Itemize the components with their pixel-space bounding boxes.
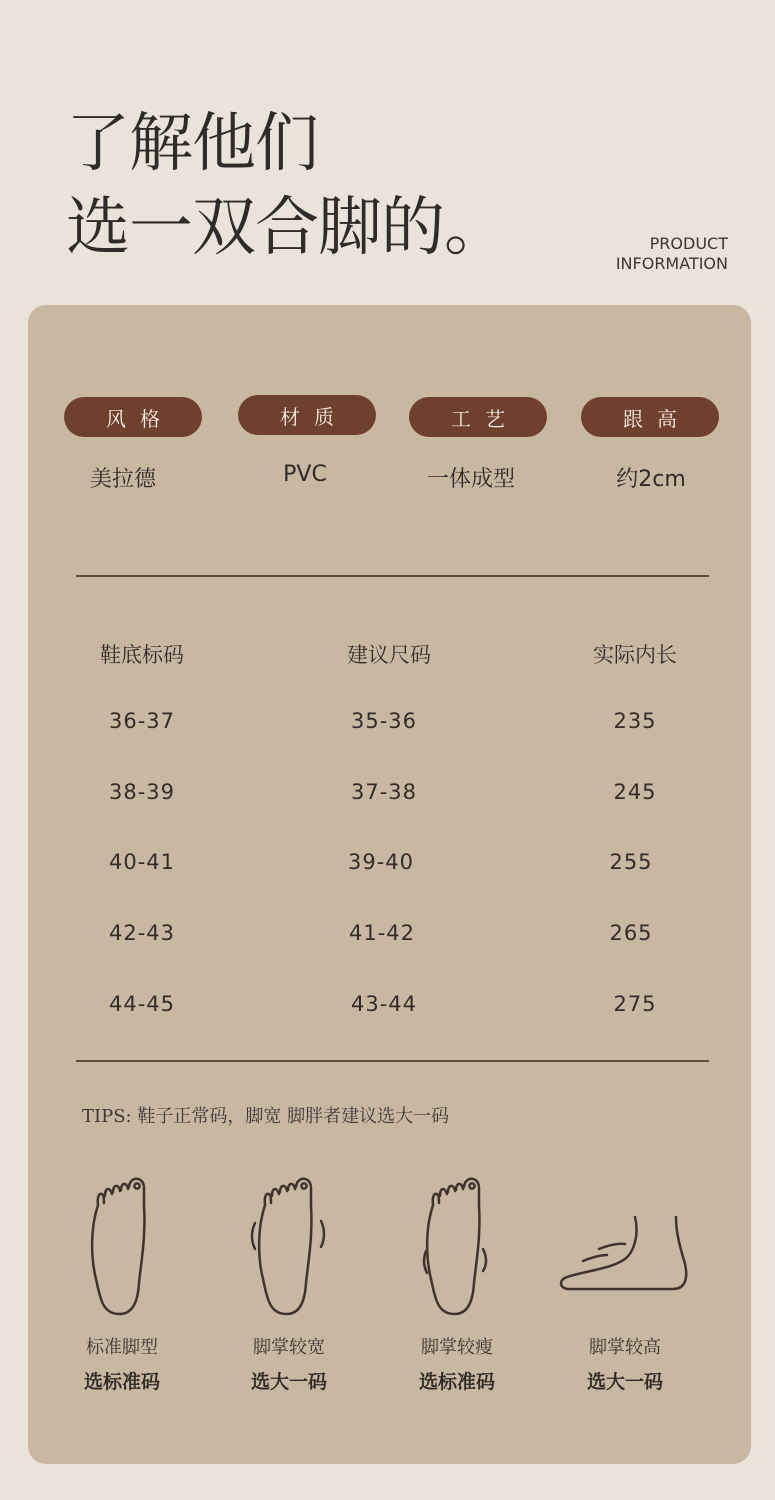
divider-bottom bbox=[76, 1060, 709, 1062]
foot-type-label: 标准脚型 bbox=[86, 1337, 158, 1358]
style-label-pill: 风格 bbox=[64, 397, 202, 437]
craft-label-pill: 工艺 bbox=[409, 397, 547, 437]
craft-value: 一体成型 bbox=[426, 467, 515, 492]
narrow-foot-icon bbox=[417, 1173, 497, 1321]
foot-type-label: 脚掌较宽 bbox=[253, 1337, 325, 1358]
table-cell: 42-43 bbox=[108, 921, 176, 945]
table-cell: 36-37 bbox=[108, 709, 176, 733]
table-cell: 41-42 bbox=[348, 921, 416, 945]
header-inner-length: 实际内长 bbox=[593, 643, 677, 667]
table-cell: 43-44 bbox=[350, 992, 418, 1016]
style-value: 美拉德 bbox=[89, 467, 156, 492]
heel-height-label-pill: 跟高 bbox=[581, 397, 719, 437]
table-cell: 40-41 bbox=[108, 850, 176, 874]
table-cell: 35-36 bbox=[350, 709, 418, 733]
high-arch-foot-icon bbox=[555, 1173, 695, 1321]
product-info-line-2: INFORMATION bbox=[615, 254, 728, 273]
wide-foot-icon bbox=[249, 1173, 329, 1321]
table-cell: 38-39 bbox=[108, 780, 176, 804]
header-recommended-size: 建议尺码 bbox=[347, 643, 431, 667]
table-cell: 265 bbox=[609, 921, 653, 945]
table-cell: 39-40 bbox=[347, 850, 415, 874]
foot-type-wide bbox=[224, 1173, 354, 1394]
headline-line-1: 了解他们 bbox=[66, 107, 318, 181]
foot-type-advice: 选标准码 bbox=[418, 1371, 495, 1393]
tips-text: TIPS: 鞋子正常码，脚宽 脚胖者建议选大一码 bbox=[82, 1106, 450, 1127]
table-cell: 275 bbox=[613, 992, 657, 1016]
product-information-label bbox=[616, 234, 728, 274]
product-info-line-1: PRODUCT bbox=[649, 234, 728, 253]
foot-type-advice: 选标准码 bbox=[83, 1371, 160, 1393]
header-sole-size: 鞋底标码 bbox=[100, 643, 184, 667]
foot-type-advice: 选大一码 bbox=[250, 1371, 327, 1393]
foot-type-advice: 选大一码 bbox=[586, 1371, 663, 1393]
material-label-pill: 材质 bbox=[238, 395, 376, 435]
heel-height-value: 约2cm bbox=[616, 467, 686, 492]
foot-type-high-arch bbox=[560, 1173, 690, 1394]
product-info-panel bbox=[28, 305, 751, 1464]
table-cell: 255 bbox=[609, 850, 653, 874]
headline-line-2: 选一双合脚的。 bbox=[66, 191, 507, 265]
divider-top bbox=[76, 575, 709, 577]
material-value: PVC bbox=[283, 462, 327, 487]
foot-type-narrow bbox=[392, 1173, 522, 1394]
table-cell: 37-38 bbox=[350, 780, 418, 804]
foot-type-standard bbox=[57, 1173, 187, 1394]
standard-foot-icon bbox=[82, 1173, 162, 1321]
foot-type-label: 脚掌较瘦 bbox=[421, 1337, 493, 1358]
table-cell: 235 bbox=[613, 709, 657, 733]
foot-type-label: 脚掌较高 bbox=[589, 1337, 661, 1358]
table-cell: 245 bbox=[613, 780, 657, 804]
table-cell: 44-45 bbox=[108, 992, 176, 1016]
